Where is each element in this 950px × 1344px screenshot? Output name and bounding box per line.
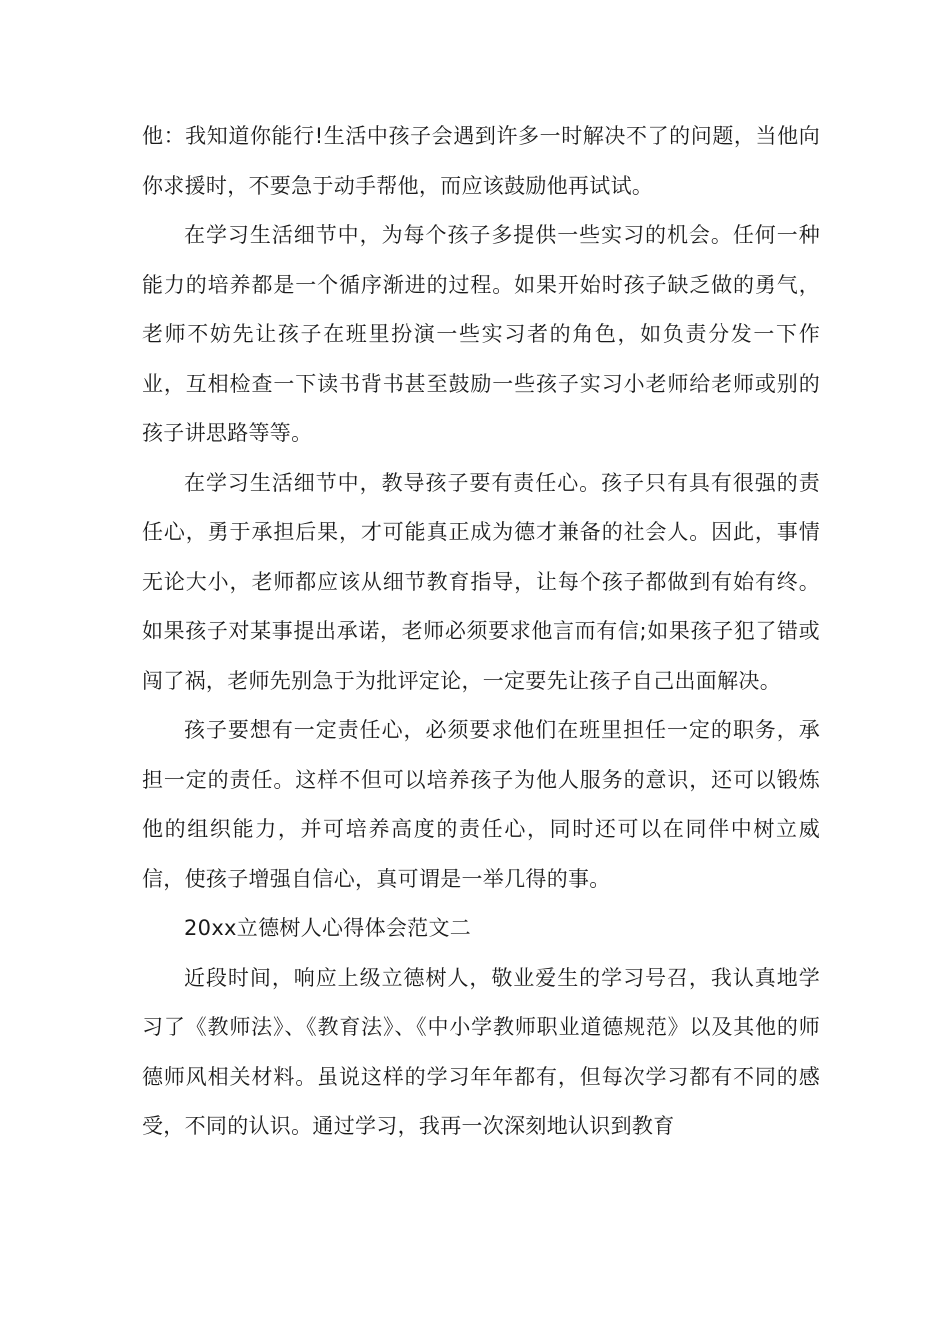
document-body bbox=[142, 112, 820, 1152]
paragraph-study-reflection: 近段时间，响应上级立德树人，敬业爱生的学习号召，我认真地学习了《教师法》、《教育法》、《中小学教师职业道德规范》以及其他的师德师风相关材料。虽说这样的学习年年都有，但每次学习都有不同的感受，不同的认识。通过学习，我再一次深刻地认识到教育 bbox=[142, 965, 820, 1138]
paragraph-practice-opportunities: 在学习生活细节中，为每个孩子多提供一些实习的机会。任何一种能力的培养都是一个循序渐进的过程。如果开始时孩子缺乏做的勇气，老师不妨先让孩子在班里扮演一些实习者的角色，如负责分发一下作业，互相检查一下读书背书甚至鼓励一些孩子实习小老师给老师或别的孩子讲思路等等。 bbox=[142, 223, 820, 445]
section-heading: 20xx立德树人心得体会范文二 bbox=[184, 916, 472, 940]
paragraph-class-duties: 孩子要想有一定责任心，必须要求他们在班里担任一定的职务，承担一定的责任。这样不但可以培养孩子为他人服务的意识，还可以锻炼他的组织能力，并可培养高度的责任心，同时还可以在同伴中树立威信，使孩子增强自信心，真可谓是一举几得的事。 bbox=[142, 718, 820, 891]
paragraph-responsibility: 在学习生活细节中，教导孩子要有责任心。孩子只有具有很强的责任心，勇于承担后果，才可能真正成为德才兼备的社会人。因此，事情无论大小，老师都应该从细节教育指导，让每个孩子都做到有始有终。如果孩子对某事提出承诺，老师必须要求他言而有信;如果孩子犯了错或闯了祸，老师先别急于为批评定论，一定要先让孩子自己出面解决。 bbox=[142, 470, 820, 693]
paragraph-continuation: 他：我知道你能行!生活中孩子会遇到许多一时解决不了的问题，当他向你求援时，不要急于动手帮他，而应该鼓励他再试试。 bbox=[142, 124, 820, 198]
